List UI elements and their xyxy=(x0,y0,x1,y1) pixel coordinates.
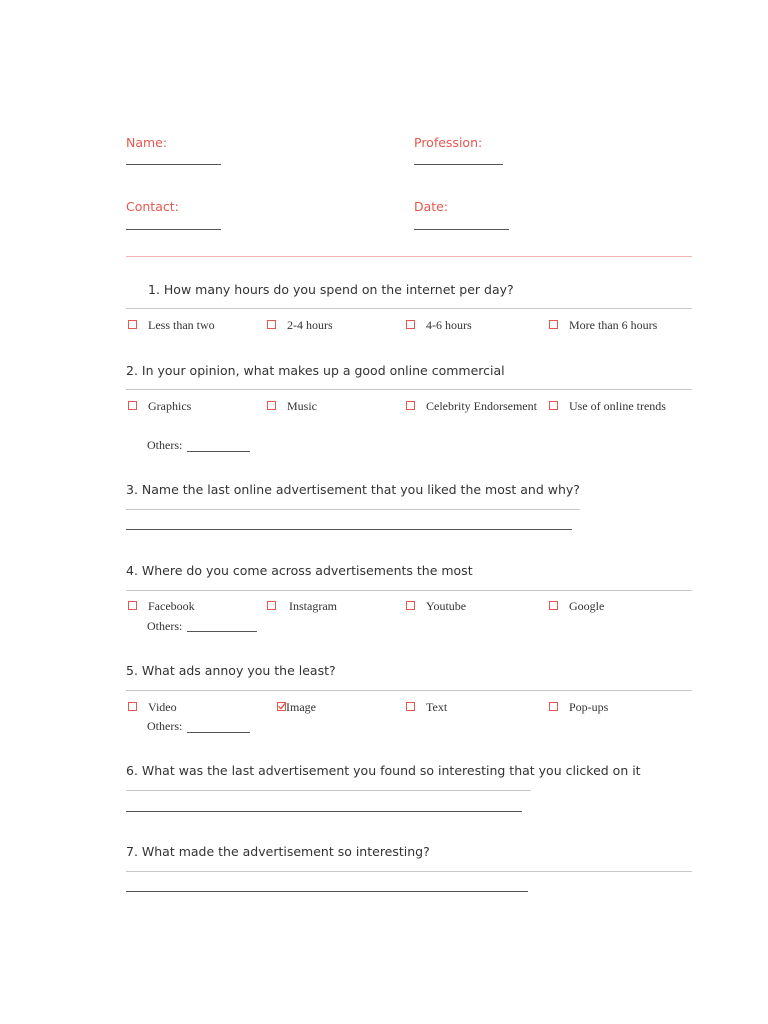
checkbox-icon[interactable] xyxy=(406,601,415,610)
checkbox-icon[interactable] xyxy=(277,702,286,711)
date-field[interactable] xyxy=(414,229,509,230)
question-1-text: 1. How many hours do you spend on the internet per day? xyxy=(148,282,514,297)
option-label: Less than two xyxy=(148,318,215,332)
question-3-answer-line[interactable] xyxy=(126,529,572,530)
option-label: Facebook xyxy=(148,599,195,613)
checkbox-icon[interactable] xyxy=(128,702,137,711)
question-3-text: 3. Name the last online advertisement that you liked the most and why? xyxy=(126,482,580,497)
question-6-answer-line[interactable] xyxy=(126,811,522,812)
option-label: Graphics xyxy=(148,399,192,413)
checkbox-icon[interactable] xyxy=(128,601,137,610)
checkbox-icon[interactable] xyxy=(406,702,415,711)
q4-others-label: Others: xyxy=(147,619,183,633)
checkbox-icon[interactable] xyxy=(406,320,415,329)
option-label: Google xyxy=(569,599,605,613)
question-2-text: 2. In your opinion, what makes up a good online commercial xyxy=(126,363,505,378)
checkbox-icon[interactable] xyxy=(549,702,558,711)
checkbox-icon[interactable] xyxy=(267,601,276,610)
option-label: 2-4 hours xyxy=(287,318,333,332)
question-7-rule xyxy=(126,871,692,872)
question-2-rule xyxy=(126,389,692,390)
q2-others-field[interactable] xyxy=(187,451,250,452)
question-3-rule xyxy=(126,509,580,510)
q2-others-label: Others: xyxy=(147,438,183,452)
option-label: Text xyxy=(426,700,448,714)
option-label: Video xyxy=(148,700,177,714)
q5-others-field[interactable] xyxy=(187,732,250,733)
name-field[interactable] xyxy=(126,164,221,165)
question-1-rule xyxy=(126,308,692,309)
checkbox-icon[interactable] xyxy=(549,401,558,410)
option-label: 4-6 hours xyxy=(426,318,472,332)
question-6-rule xyxy=(126,790,531,791)
question-4-text: 4. Where do you come across advertisements the most xyxy=(126,563,473,578)
checkbox-icon[interactable] xyxy=(406,401,415,410)
checkbox-icon[interactable] xyxy=(267,401,276,410)
profession-label: Profession: xyxy=(414,135,483,150)
contact-label: Contact: xyxy=(126,199,179,214)
profession-field[interactable] xyxy=(414,164,503,165)
question-5-rule xyxy=(126,690,692,691)
option-label: Image xyxy=(286,700,316,714)
question-7-text: 7. What made the advertisement so interesting? xyxy=(126,844,430,859)
option-label: Use of online trends xyxy=(569,399,666,413)
option-label: Music xyxy=(287,399,317,413)
question-7-answer-line[interactable] xyxy=(126,891,528,892)
date-label: Date: xyxy=(414,199,449,214)
header-divider xyxy=(126,256,692,257)
option-label: Pop-ups xyxy=(569,700,609,714)
q4-others-field[interactable] xyxy=(187,631,257,632)
option-label: Instagram xyxy=(289,599,337,613)
checkbox-icon[interactable] xyxy=(549,601,558,610)
question-4-rule xyxy=(126,590,692,591)
checkbox-icon[interactable] xyxy=(549,320,558,329)
option-label: More than 6 hours xyxy=(569,318,658,332)
question-6-text: 6. What was the last advertisement you found so interesting that you clicked on it xyxy=(126,763,641,778)
checkbox-icon[interactable] xyxy=(267,320,276,329)
question-5-text: 5. What ads annoy you the least? xyxy=(126,663,336,678)
checkbox-icon[interactable] xyxy=(128,320,137,329)
contact-field[interactable] xyxy=(126,229,221,230)
option-label: Youtube xyxy=(426,599,467,613)
checkbox-icon[interactable] xyxy=(128,401,137,410)
q5-others-label: Others: xyxy=(147,719,183,733)
option-label: Celebrity Endorsement xyxy=(426,399,537,413)
name-label: Name: xyxy=(126,135,168,150)
